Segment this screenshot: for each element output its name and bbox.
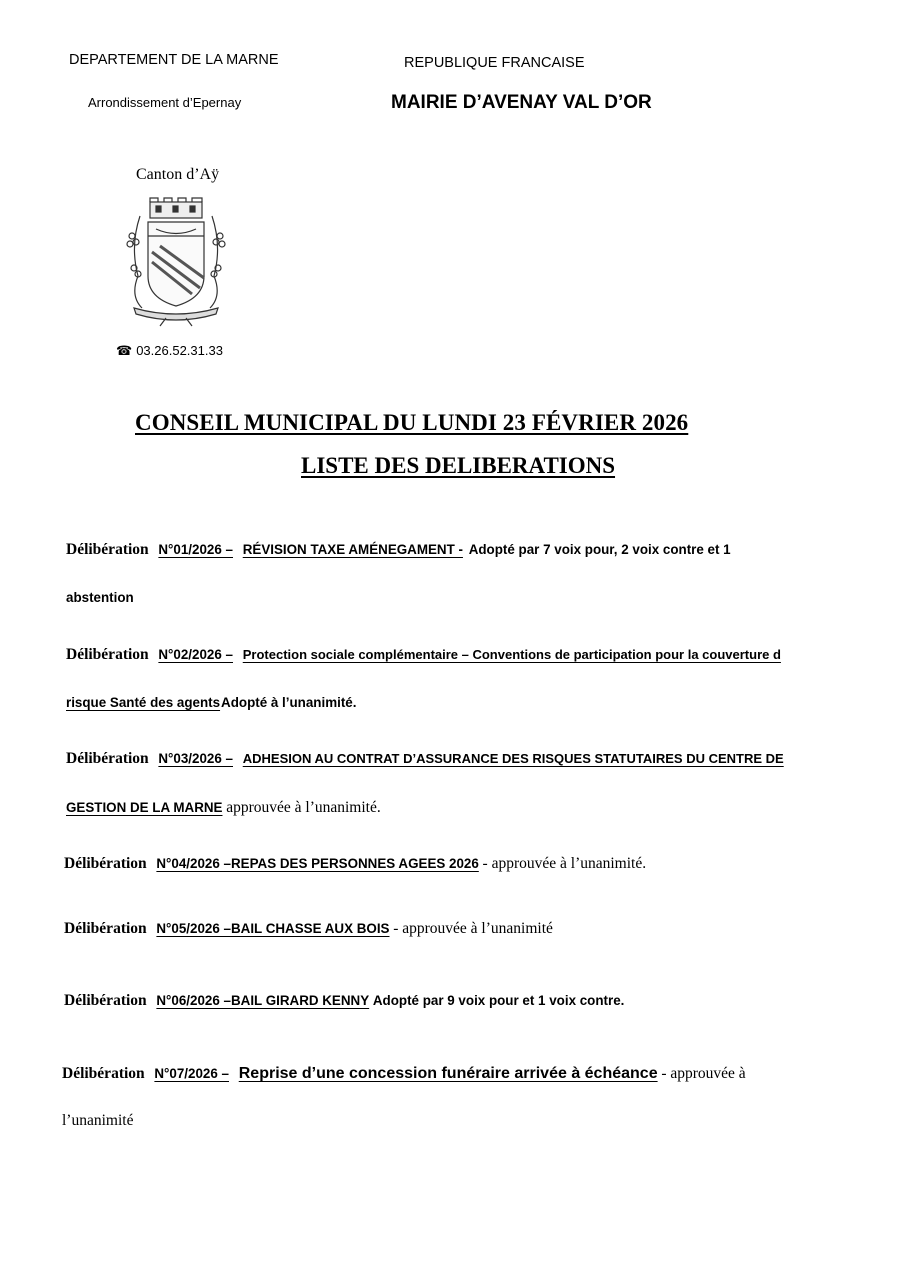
deliberation-subject: Reprise d’une concession funéraire arrivée à échéance — [238, 1065, 658, 1082]
deliberation-label: Délibération — [66, 750, 149, 767]
deliberation-label: Délibération — [64, 920, 147, 937]
deliberation-number: N°04/2026 – — [156, 856, 231, 871]
deliberation-03-continued — [66, 799, 381, 817]
deliberation-03 — [66, 751, 784, 767]
deliberation-number: N°01/2026 – — [158, 542, 233, 557]
deliberation-result: Adopté par 7 voix pour, 2 voix contre et 1 — [468, 542, 731, 557]
deliberation-result: - approuvée à l’unanimité. — [482, 855, 647, 872]
deliberation-label: Délibération — [62, 1065, 145, 1082]
mairie-title: MAIRIE D’AVENAY VAL D’OR — [391, 92, 652, 113]
page-subtitle: LISTE DES DELIBERATIONS — [301, 453, 616, 478]
deliberation-result: Adopté par 9 voix pour et 1 voix contre. — [372, 993, 625, 1008]
deliberation-01-continued: abstention — [66, 590, 134, 605]
deliberation-label: Délibération — [64, 855, 147, 872]
deliberation-number: N°07/2026 – — [154, 1066, 229, 1081]
deliberation-01 — [66, 542, 731, 558]
deliberation-number: N°05/2026 – — [156, 921, 231, 936]
deliberation-subject: RÉVISION TAXE AMÉNEGAMENT - — [242, 542, 463, 557]
deliberation-label: Délibération — [66, 541, 149, 558]
deliberation-result: Adopté à l’unanimité. — [221, 695, 357, 710]
deliberation-result: - approuvée à — [661, 1065, 746, 1082]
deliberation-subject: REPAS DES PERSONNES AGEES 2026 — [231, 856, 479, 871]
department-name: DEPARTEMENT DE LA MARNE — [69, 52, 279, 68]
deliberation-label: Délibération — [64, 992, 147, 1009]
telephone-icon: ☎ — [116, 343, 133, 358]
deliberation-subject: ADHESION AU CONTRAT D’ASSURANCE DES RISQUES STATUTAIRES DU CENTRE DE — [242, 751, 784, 766]
deliberation-result: - approuvée à l’unanimité — [393, 920, 553, 937]
phone-line — [116, 343, 223, 359]
deliberation-number: N°06/2026 – — [156, 993, 231, 1008]
deliberation-label: Délibération — [66, 646, 149, 663]
coat-of-arms-icon — [120, 196, 232, 328]
phone-number: 03.26.52.31.33 — [136, 343, 223, 358]
deliberation-subject-continued: risque Santé des agents — [66, 695, 221, 710]
republic-label: REPUBLIQUE FRANCAISE — [404, 55, 585, 71]
deliberation-05 — [64, 921, 553, 937]
deliberation-06 — [64, 993, 624, 1009]
arrondissement-name: Arrondissement d’Epernay — [88, 95, 242, 110]
canton-name: Canton d’Aÿ — [136, 166, 220, 183]
deliberation-result: approuvée à l’unanimité. — [226, 799, 381, 816]
deliberation-subject-continued: GESTION DE LA MARNE — [66, 800, 223, 815]
deliberation-02-continued — [66, 695, 356, 710]
page-title: CONSEIL MUNICIPAL DU LUNDI 23 FÉVRIER 2026 — [135, 410, 689, 435]
deliberation-subject: BAIL GIRARD KENNY — [231, 993, 370, 1008]
deliberation-subject: BAIL CHASSE AUX BOIS — [231, 921, 390, 936]
deliberation-02 — [66, 647, 781, 663]
deliberation-04 — [64, 856, 646, 872]
deliberation-number: N°03/2026 – — [158, 751, 233, 766]
deliberation-number: N°02/2026 – — [158, 647, 233, 662]
deliberation-07 — [62, 1066, 746, 1082]
deliberation-subject: Protection sociale complémentaire – Conventions de participation pour la couverture d — [242, 647, 781, 662]
deliberation-07-continued: l’unanimité — [62, 1112, 134, 1129]
